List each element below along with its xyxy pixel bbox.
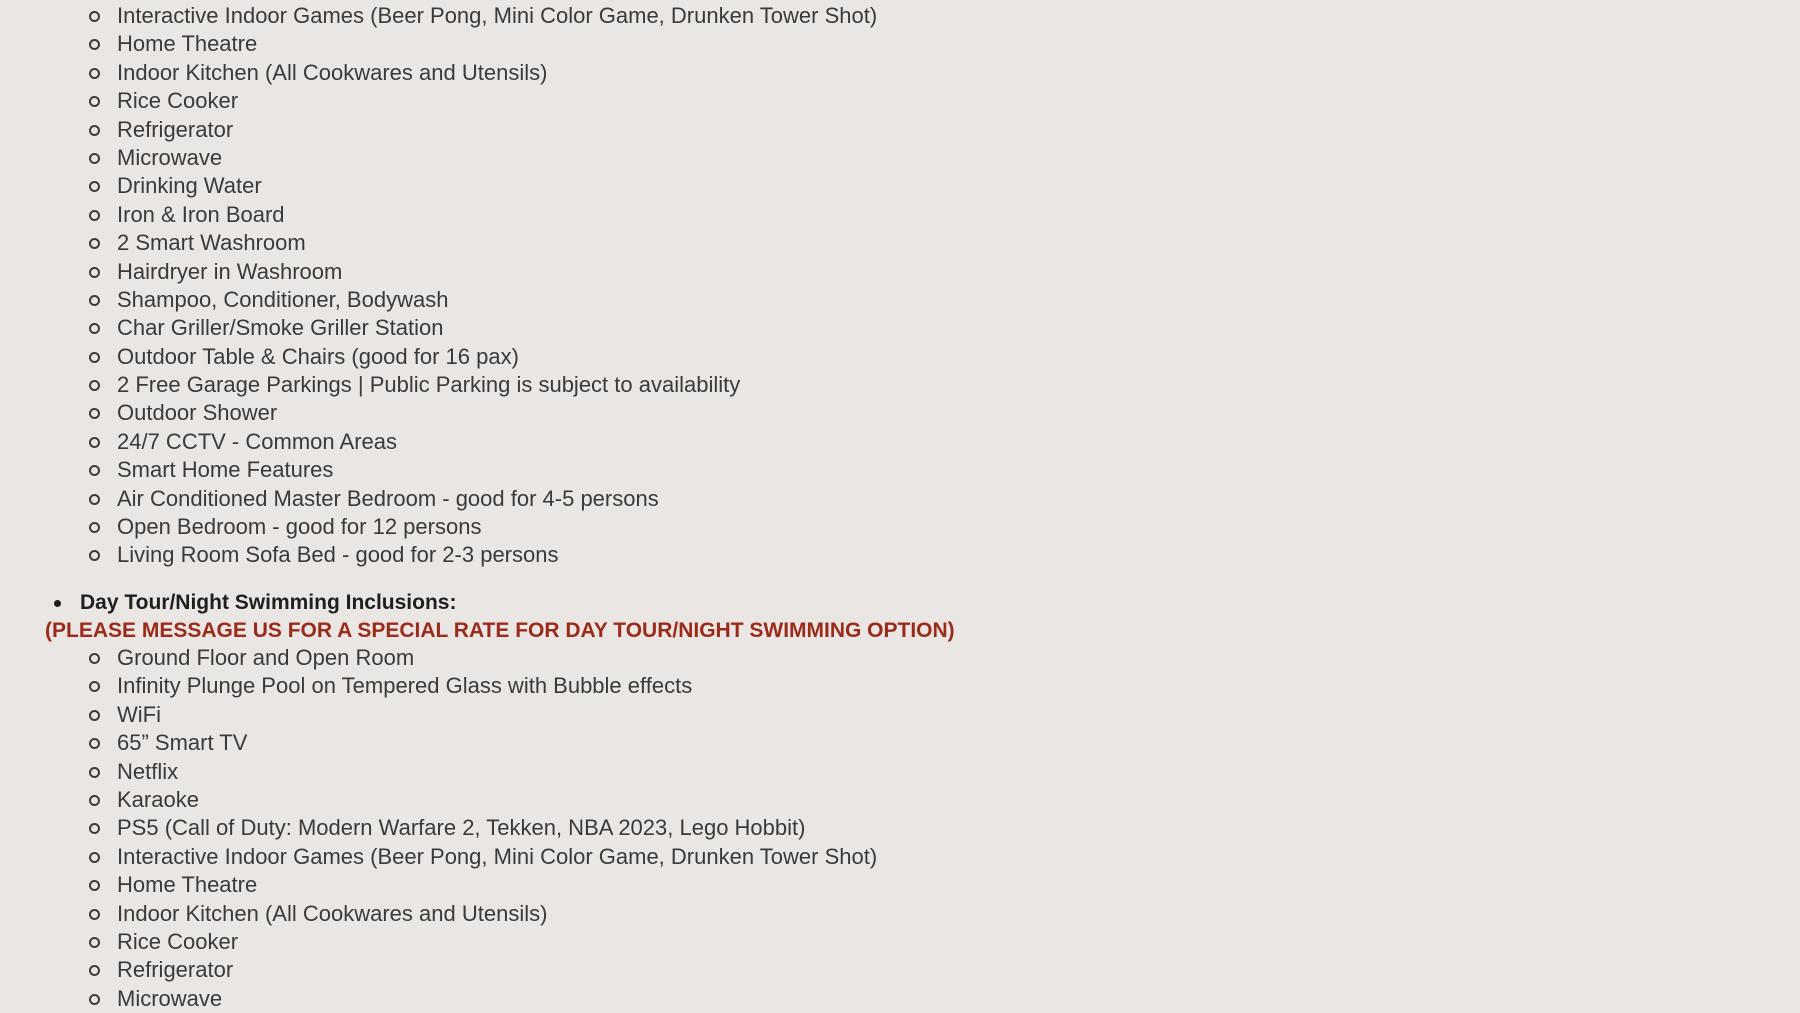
list-item-label: Drinking Water — [117, 173, 262, 199]
circle-bullet-icon — [89, 965, 100, 976]
list-item — [88, 343, 877, 371]
circle-bullet-icon — [89, 125, 100, 136]
circle-bullet-icon — [89, 323, 100, 334]
list-item — [88, 258, 877, 286]
list-item — [88, 59, 877, 87]
circle-bullet-icon — [89, 710, 100, 721]
list-item — [88, 116, 877, 144]
list-item-label: Home Theatre — [117, 872, 258, 898]
list-item — [88, 30, 877, 58]
list-item — [88, 871, 877, 899]
list-item — [88, 843, 877, 871]
list-item — [88, 672, 877, 700]
list-item-label: WiFi — [117, 701, 161, 727]
circle-bullet-icon — [89, 494, 100, 505]
circle-bullet-icon — [89, 909, 100, 920]
circle-bullet-icon — [89, 437, 100, 448]
circle-bullet-icon — [89, 267, 100, 278]
circle-bullet-icon — [89, 465, 100, 476]
list-item-label: Interactive Indoor Games (Beer Pong, Mini Color Game, Drunken Tower Shot) — [117, 3, 878, 28]
list-item-label: Rice Cooker — [117, 928, 239, 954]
list-item — [88, 900, 877, 928]
circle-bullet-icon — [89, 210, 100, 221]
circle-bullet-icon — [89, 39, 100, 50]
list-item — [88, 758, 877, 786]
list-item-label: Outdoor Shower — [117, 400, 278, 426]
list-item-label: Microwave — [117, 985, 223, 1011]
list-item-label: Netflix — [117, 758, 179, 784]
list-item — [88, 513, 877, 541]
section-heading — [52, 588, 456, 618]
list-item — [88, 371, 877, 399]
list-item — [88, 229, 877, 257]
circle-bullet-icon — [89, 795, 100, 806]
circle-bullet-icon — [89, 880, 100, 891]
list-item — [88, 985, 877, 1013]
list-item-label: Refrigerator — [117, 116, 234, 142]
circle-bullet-icon — [89, 96, 100, 107]
circle-bullet-icon — [89, 522, 100, 533]
list-item-label: Iron & Iron Board — [117, 201, 285, 227]
circle-bullet-icon — [89, 352, 100, 363]
circle-bullet-icon — [89, 738, 100, 749]
list-item — [88, 814, 877, 842]
circle-bullet-icon — [89, 11, 100, 22]
list-item-label: Karaoke — [117, 786, 199, 812]
list-item-label: Smart Home Features — [117, 457, 334, 483]
list-item-label: Indoor Kitchen (All Cookwares and Utensils) — [117, 900, 548, 926]
list-item-label: Interactive Indoor Games (Beer Pong, Mini Color Game, Drunken Tower Shot) — [117, 843, 878, 869]
list-item — [88, 928, 877, 956]
list-item — [88, 314, 877, 342]
circle-bullet-icon — [89, 68, 100, 79]
list-item-label: Microwave — [117, 144, 223, 170]
list-item — [88, 2, 877, 30]
list-item — [88, 701, 877, 729]
section-heading-label: Day Tour/Night Swimming Inclusions: — [80, 591, 457, 614]
list-item-label: 2 Free Garage Parkings | Public Parking is subject to availability — [117, 372, 741, 398]
special-rate-notice: (PLEASE MESSAGE US FOR A SPECIAL RATE FOR DAY TOUR/NIGHT SWIMMING OPTION) — [45, 619, 955, 642]
list-item — [88, 485, 877, 513]
circle-bullet-icon — [89, 550, 100, 561]
list-item-label: 24/7 CCTV - Common Areas — [117, 428, 397, 454]
list-item-label: Ground Floor and Open Room — [117, 645, 415, 670]
list-item-label: Refrigerator — [117, 957, 234, 983]
amenities-list — [88, 2, 877, 570]
list-item — [88, 286, 877, 314]
list-item-label: 65” Smart TV — [117, 730, 248, 756]
circle-bullet-icon — [89, 408, 100, 419]
list-item-label: Rice Cooker — [117, 88, 239, 114]
circle-bullet-icon — [89, 937, 100, 948]
list-item-label: Infinity Plunge Pool on Tempered Glass with Bubble effects — [117, 673, 693, 699]
list-item — [88, 87, 877, 115]
list-item — [88, 399, 877, 427]
circle-bullet-icon — [89, 852, 100, 863]
list-item — [88, 644, 877, 672]
list-item-label: Shampoo, Conditioner, Bodywash — [117, 286, 449, 312]
list-item-label: 2 Smart Washroom — [117, 230, 306, 256]
list-item-label: Indoor Kitchen (All Cookwares and Utensils) — [117, 59, 548, 85]
circle-bullet-icon — [89, 823, 100, 834]
circle-bullet-icon — [89, 380, 100, 391]
circle-bullet-icon — [89, 238, 100, 249]
list-item — [88, 201, 877, 229]
circle-bullet-icon — [89, 994, 100, 1005]
circle-bullet-icon — [89, 295, 100, 306]
list-item — [88, 541, 877, 569]
list-item-label: PS5 (Call of Duty: Modern Warfare 2, Tekken, NBA 2023, Lego Hobbit) — [117, 815, 806, 841]
list-item — [88, 428, 877, 456]
list-item-label: Air Conditioned Master Bedroom - good for 4-5 persons — [117, 485, 659, 511]
list-item-label: Living Room Sofa Bed - good for 2-3 persons — [117, 542, 559, 568]
day-tour-inclusions-list — [88, 644, 877, 1013]
list-item — [88, 172, 877, 200]
list-item — [88, 729, 877, 757]
list-item-label: Open Bedroom - good for 12 persons — [117, 514, 482, 540]
circle-bullet-icon — [89, 153, 100, 164]
circle-bullet-icon — [89, 181, 100, 192]
circle-bullet-icon — [89, 653, 100, 664]
list-item — [88, 144, 877, 172]
list-item-label: Home Theatre — [117, 31, 258, 57]
list-item-label: Hairdryer in Washroom — [117, 258, 343, 284]
list-item — [88, 956, 877, 984]
list-item-label: Outdoor Table & Chairs (good for 16 pax) — [117, 343, 519, 369]
circle-bullet-icon — [89, 767, 100, 778]
list-item — [88, 456, 877, 484]
list-item-label: Char Griller/Smoke Griller Station — [117, 315, 444, 341]
list-item — [88, 786, 877, 814]
circle-bullet-icon — [89, 681, 100, 692]
disc-bullet-icon — [54, 600, 61, 607]
